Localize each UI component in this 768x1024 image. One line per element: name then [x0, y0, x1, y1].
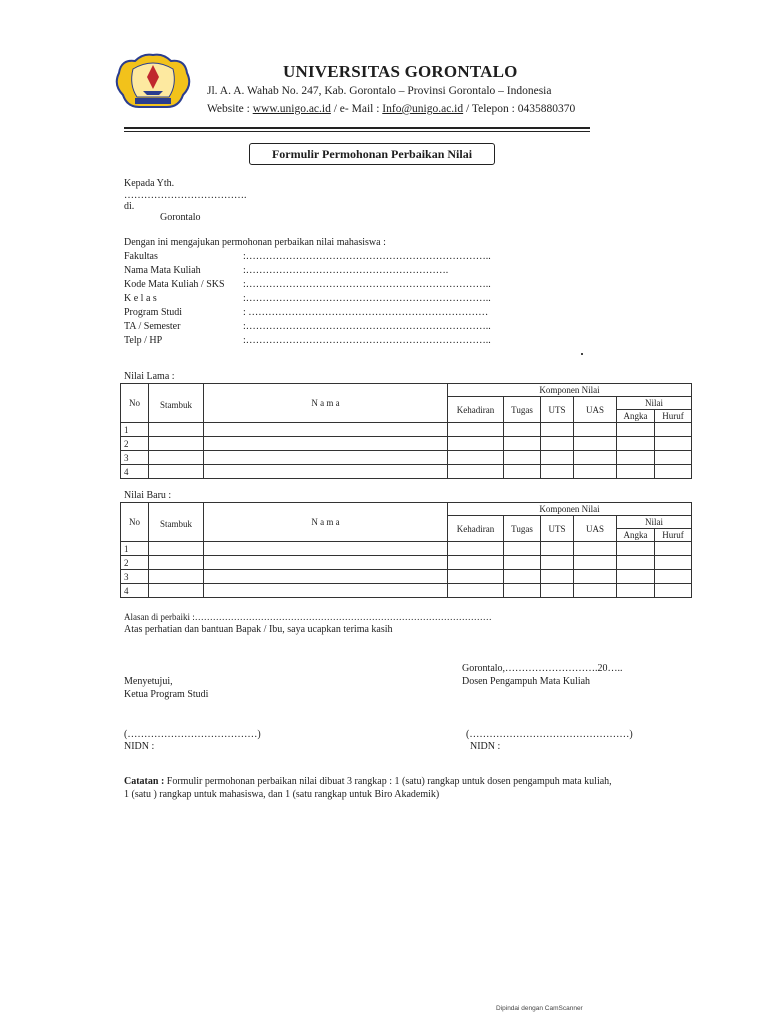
- left-nidn-label: NIDN :: [124, 741, 155, 752]
- cell[interactable]: [149, 437, 204, 451]
- cell[interactable]: [204, 542, 448, 556]
- cell[interactable]: [574, 437, 617, 451]
- cell[interactable]: [574, 584, 617, 598]
- cell[interactable]: [504, 451, 541, 465]
- cell[interactable]: [574, 465, 617, 479]
- field-input-fakultas[interactable]: :………………………………………………………………..: [243, 251, 491, 262]
- cell[interactable]: [574, 542, 617, 556]
- table-row: [121, 584, 692, 598]
- col-no: No: [121, 384, 149, 423]
- cell[interactable]: [448, 451, 504, 465]
- recipient-di: di.: [124, 201, 135, 212]
- field-label-telp: Telp / HP: [124, 335, 163, 346]
- field-input-kelas[interactable]: :………………………………………………………………..: [243, 293, 491, 304]
- cell[interactable]: [448, 437, 504, 451]
- cell[interactable]: [617, 465, 655, 479]
- cell[interactable]: [655, 570, 692, 584]
- lecturer-title: Dosen Pengampuh Mata Kuliah: [462, 676, 591, 687]
- table-row: [121, 437, 692, 451]
- col-no: No: [121, 503, 149, 542]
- recipient-city: Gorontalo: [160, 212, 201, 223]
- old-grades-label: Nilai Lama :: [124, 371, 175, 382]
- field-label-ta-semester: TA / Semester: [124, 321, 181, 332]
- recipient-dots[interactable]: ……………………………….: [124, 190, 247, 201]
- note-line-2: 1 (satu ) rangkap untuk mahasiswa, dan 1 (satu rangkap untuk Biro Akademik): [124, 789, 440, 800]
- col-nama: N a m a: [204, 384, 448, 423]
- cell[interactable]: [617, 423, 655, 437]
- cell[interactable]: [655, 451, 692, 465]
- intro-text: Dengan ini mengajukan permohonan perbaikan nilai mahasiswa :: [124, 237, 386, 248]
- col-uas: UAS: [574, 516, 617, 542]
- table-row: [121, 570, 692, 584]
- col-kehadiran: Kehadiran: [448, 516, 504, 542]
- row-number: 1: [121, 423, 149, 437]
- contact-line: [207, 103, 575, 117]
- cell[interactable]: [204, 423, 448, 437]
- col-uts: UTS: [541, 516, 574, 542]
- left-signature-name[interactable]: (…………………………………): [124, 729, 261, 740]
- cell[interactable]: [149, 423, 204, 437]
- row-number: 4: [121, 465, 149, 479]
- row-number: 4: [121, 584, 149, 598]
- table-row: [121, 451, 692, 465]
- cell[interactable]: [504, 542, 541, 556]
- cell[interactable]: [541, 465, 574, 479]
- cell[interactable]: [617, 437, 655, 451]
- recipient-to: Kepada Yth.: [124, 178, 175, 189]
- head-of-program-title: Ketua Program Studi: [124, 689, 209, 700]
- field-input-program-studi[interactable]: : ………………………………………………………………: [243, 307, 489, 318]
- cell[interactable]: [204, 451, 448, 465]
- row-number: 2: [121, 437, 149, 451]
- cell[interactable]: [149, 584, 204, 598]
- cell[interactable]: [448, 542, 504, 556]
- new-grades-label: Nilai Baru :: [124, 490, 172, 501]
- field-label-kode-sks: Kode Mata Kuliah / SKS: [124, 279, 225, 290]
- col-komponen-nilai: Komponen Nilai: [448, 503, 692, 516]
- cell[interactable]: [655, 437, 692, 451]
- cell[interactable]: [504, 423, 541, 437]
- field-input-telp[interactable]: :………………………………………………………………..: [243, 335, 491, 346]
- field-label-program-studi: Program Studi: [124, 307, 183, 318]
- university-name: UNIVERSITAS GORONTALO: [283, 62, 518, 81]
- col-kehadiran: Kehadiran: [448, 397, 504, 423]
- scanner-watermark: Dipindai dengan CamScanner: [496, 1005, 583, 1012]
- cell[interactable]: [504, 556, 541, 570]
- header-rule-thin: [124, 131, 590, 132]
- phone-text: / Telepon : 0435880370: [463, 103, 576, 115]
- cell[interactable]: [448, 465, 504, 479]
- table-row: [121, 465, 692, 479]
- cell[interactable]: [448, 423, 504, 437]
- table-row: [121, 556, 692, 570]
- cell[interactable]: [541, 570, 574, 584]
- row-number: 2: [121, 556, 149, 570]
- col-uts: UTS: [541, 397, 574, 423]
- table-row: [121, 423, 692, 437]
- website-link[interactable]: www.unigo.ac.id: [252, 103, 331, 115]
- col-angka: Angka: [617, 410, 655, 423]
- cell[interactable]: [655, 556, 692, 570]
- right-signature-name[interactable]: (…………………………………………): [466, 729, 633, 740]
- cell[interactable]: [448, 556, 504, 570]
- row-number: 3: [121, 570, 149, 584]
- cell[interactable]: [574, 451, 617, 465]
- cell[interactable]: [448, 570, 504, 584]
- cell[interactable]: [541, 451, 574, 465]
- cell[interactable]: [149, 570, 204, 584]
- col-nama: N a m a: [204, 503, 448, 542]
- field-input-ta-semester[interactable]: :………………………………………………………………..: [243, 321, 491, 332]
- col-nilai: Nilai: [617, 397, 692, 410]
- note-text-1: Formulir permohonan perbaikan nilai dibuat 3 rangkap : 1 (satu) rangkap untuk dosen pengampuh mata kuliah,: [164, 776, 612, 787]
- cell[interactable]: [617, 556, 655, 570]
- cell[interactable]: [204, 465, 448, 479]
- cell[interactable]: [204, 556, 448, 570]
- university-logo: [113, 51, 193, 113]
- note-line-1: [124, 776, 612, 788]
- col-huruf: Huruf: [655, 529, 692, 542]
- cell[interactable]: [448, 584, 504, 598]
- cell[interactable]: [541, 542, 574, 556]
- field-label-kelas: K e l a s: [124, 293, 157, 304]
- cell[interactable]: [149, 556, 204, 570]
- cell[interactable]: [574, 423, 617, 437]
- table-row: [121, 542, 692, 556]
- new-grades-table: [120, 502, 692, 598]
- field-label-fakultas: Fakultas: [124, 251, 158, 262]
- cell[interactable]: [617, 542, 655, 556]
- row-number: 1: [121, 542, 149, 556]
- col-uas: UAS: [574, 397, 617, 423]
- cell[interactable]: [655, 584, 692, 598]
- cell[interactable]: [504, 570, 541, 584]
- email-link[interactable]: Info@unigo.ac.id: [382, 103, 464, 115]
- cell[interactable]: [204, 570, 448, 584]
- field-input-mata-kuliah[interactable]: :…………………………………………………….: [243, 265, 449, 276]
- form-title: Formulir Permohonan Perbaikan Nilai: [249, 143, 495, 165]
- right-nidn-label: NIDN :: [470, 741, 501, 752]
- cell[interactable]: [504, 465, 541, 479]
- field-label-mata-kuliah: Nama Mata Kuliah: [124, 265, 201, 276]
- cell[interactable]: [204, 584, 448, 598]
- cell[interactable]: [149, 465, 204, 479]
- date-line[interactable]: Gorontalo,……………………….20…..: [462, 663, 623, 674]
- cell[interactable]: [541, 584, 574, 598]
- old-grades-table: [120, 383, 692, 479]
- cell[interactable]: [541, 423, 574, 437]
- email-label: / e- Mail :: [330, 103, 383, 115]
- header-rule-thick: [124, 127, 590, 129]
- cell[interactable]: [574, 556, 617, 570]
- approval-label: Menyetujui,: [124, 676, 173, 687]
- note-label: Catatan :: [124, 776, 165, 787]
- cell[interactable]: [504, 584, 541, 598]
- col-tugas: Tugas: [504, 397, 541, 423]
- scan-speck: [581, 353, 583, 355]
- cell[interactable]: [504, 437, 541, 451]
- cell[interactable]: [574, 570, 617, 584]
- col-stambuk: Stambuk: [149, 503, 204, 542]
- cell[interactable]: [617, 570, 655, 584]
- field-input-kode-sks[interactable]: :………………………………………………………………..: [243, 279, 491, 290]
- cell[interactable]: [655, 423, 692, 437]
- row-number: 3: [121, 451, 149, 465]
- col-angka: Angka: [617, 529, 655, 542]
- col-huruf: Huruf: [655, 410, 692, 423]
- thanks-text: Atas perhatian dan bantuan Bapak / Ibu, saya ucapkan terima kasih: [124, 624, 393, 635]
- website-label: Website :: [207, 103, 253, 115]
- col-nilai: Nilai: [617, 516, 692, 529]
- cell[interactable]: [655, 542, 692, 556]
- cell[interactable]: [149, 451, 204, 465]
- col-tugas: Tugas: [504, 516, 541, 542]
- cell[interactable]: [655, 465, 692, 479]
- cell[interactable]: [617, 584, 655, 598]
- address-line: Jl. A. A. Wahab No. 247, Kab. Gorontalo – Provinsi Gorontalo – Indonesia: [207, 85, 552, 97]
- cell[interactable]: [204, 437, 448, 451]
- col-stambuk: Stambuk: [149, 384, 204, 423]
- col-komponen-nilai: Komponen Nilai: [448, 384, 692, 397]
- cell[interactable]: [541, 556, 574, 570]
- cell[interactable]: [541, 437, 574, 451]
- cell[interactable]: [149, 542, 204, 556]
- reason-field[interactable]: Alasan di perbaiki :………………………………………………………………………………………: [124, 612, 492, 622]
- cell[interactable]: [617, 451, 655, 465]
